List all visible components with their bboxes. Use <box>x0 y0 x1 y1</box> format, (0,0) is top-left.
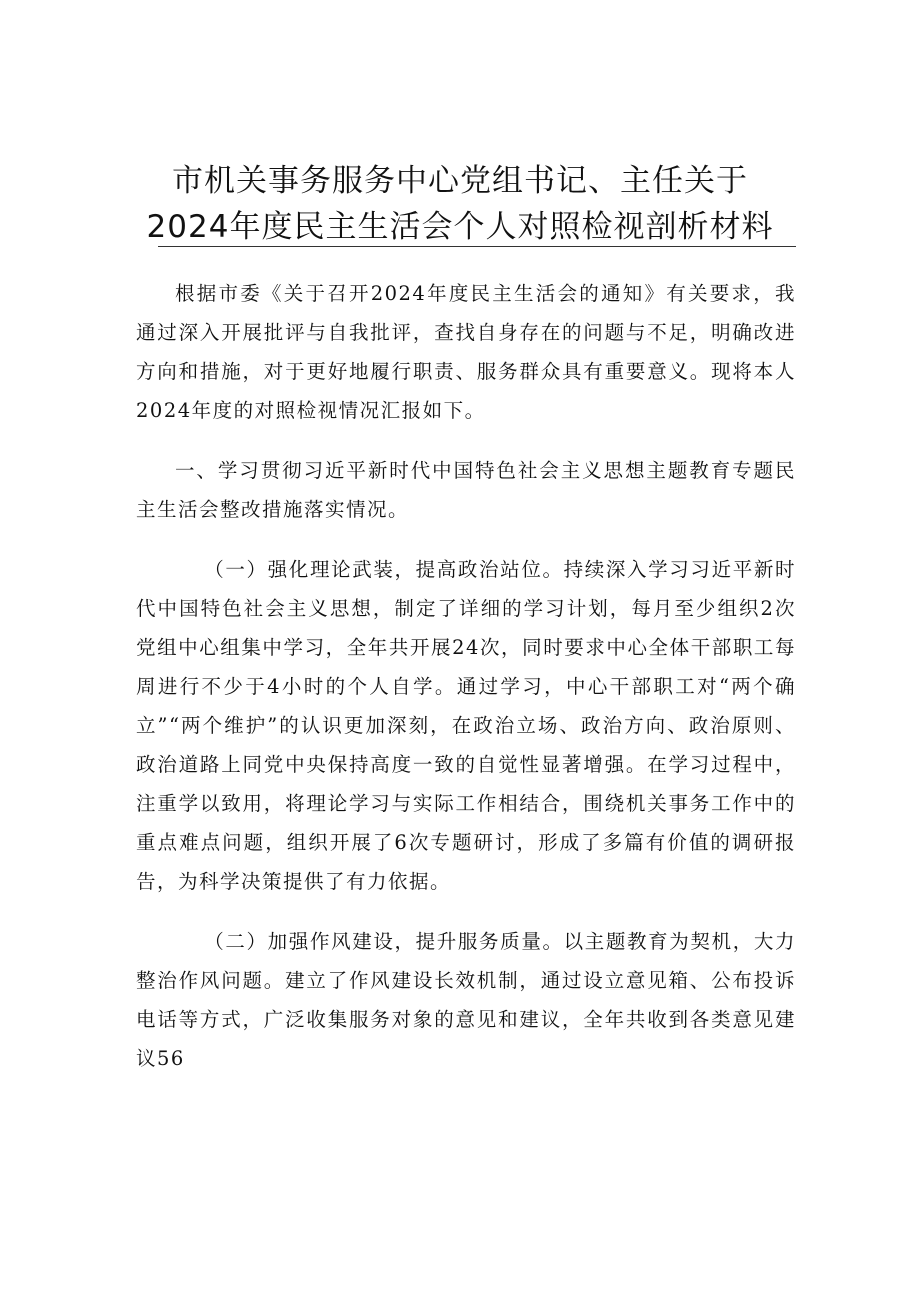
intro-paragraph: 根据市委《关于召开2024年度民主生活会的通知》有关要求，我通过深入开展批评与自我批评，查找自身存在的问题与不足，明确改进方向和措施，对于更好地履行职责、服务群众具有重要意义。现将本人2024年度的对照检视情况汇报如下。 <box>136 282 796 422</box>
subsection-paragraph-1: （一）强化理论武装，提高政治站位。持续深入学习习近平新时代中国特色社会主义思想，制定了详细的学习计划，每月至少组织2次党组中心组集中学习，全年共开展24次，同时要求中心全体干部职工每周进行不少于4小时的个人自学。通过学习，中心干部职工对“两个确立”“两个维护”的认识更加深刻，在政治立场、政治方向、政治原则、政治道路上同党中央保持高度一致的自觉性显著增强。在学习过程中，注重学以致用，将理论学习与实际工作相结合，围绕机关事务工作中的重点难点问题，组织开展了6次专题研讨，形成了多篇有价值的调研报告，为科学决策提供了有力依据。 <box>136 558 796 893</box>
document-body <box>136 274 796 1099</box>
title-line-2: 2024年度民主生活会个人对照检视剖析材料 <box>146 209 774 245</box>
document-title <box>0 158 920 250</box>
subsection-paragraph-2: （二）加强作风建设，提升服务质量。以主题教育为契机，大力整治作风问题。建立了作风建设长效机制，通过设立意见箱、公布投诉电话等方式，广泛收集服务对象的意见和建议，全年共收到各类意见建议56 <box>136 930 796 1070</box>
title-underline <box>158 246 796 247</box>
section-heading-1: 一、学习贯彻习近平新时代中国特色社会主义思想主题教育专题民主生活会整改措施落实情况。 <box>136 459 796 521</box>
title-line-1: 市机关事务服务中心党组书记、主任关于 <box>172 163 748 199</box>
